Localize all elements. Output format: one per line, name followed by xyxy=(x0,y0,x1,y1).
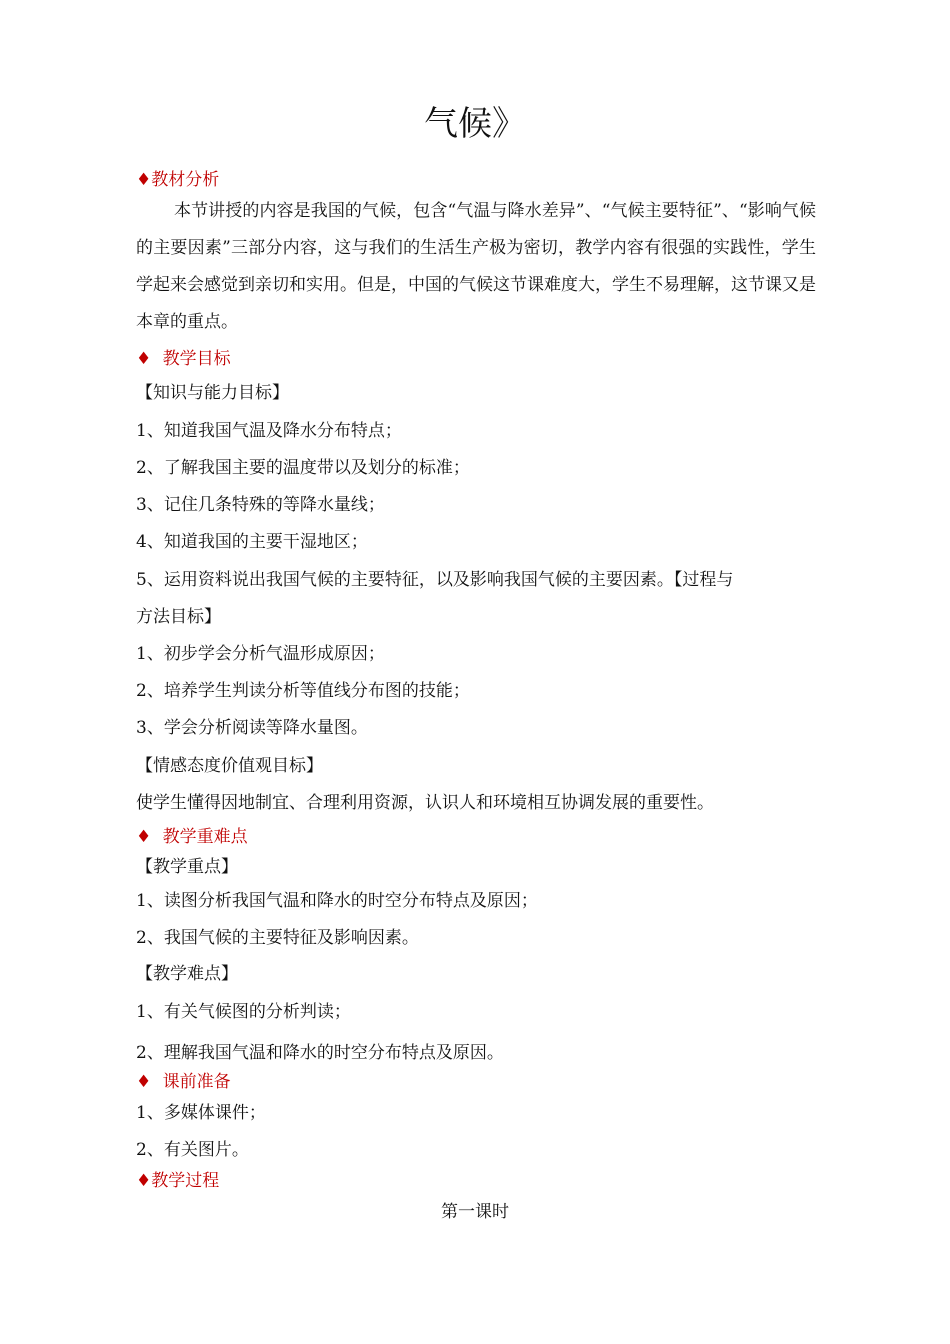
difficulty-title: 【教学难点】 xyxy=(136,964,238,984)
heading-preparation: ♦ 课前准备 xyxy=(136,1072,231,1092)
process-item: 3、学会分析阅读等降水量图。 xyxy=(136,718,368,738)
process-item: 2、培养学生判读分析等值线分布图的技能； xyxy=(136,681,470,701)
emotion-title: 【情感态度价值观目标】 xyxy=(136,756,323,776)
heading-analysis: ♦教材分析 xyxy=(136,170,220,190)
diamond-icon: ♦ xyxy=(136,1072,152,1092)
emotion-text: 使学生懂得因地制宜、合理利用资源，认识人和环境相互协调发展的重要性。 xyxy=(136,793,714,813)
knowledge-title: 【知识与能力目标】 xyxy=(136,383,289,403)
lesson-label: 第一课时 xyxy=(441,1202,509,1222)
analysis-paragraph: 本节讲授的内容是我国的气候，包含“气温与降水差异”、“气候主要特征”、“影响气候的主要因素”三部分内容，这与我们的生活生产极为密切，教学内容有很强的实践性，学生学起来会感觉到亲切和实用。但是，中国的气候这节课难度大，学生不易理解，这节课又是本章的重点。 xyxy=(136,201,816,332)
knowledge-item: 5、运用资料说出我国气候的主要特征，以及影响我国气候的主要因素。【过程与 xyxy=(136,570,734,590)
heading-process: ♦教学过程 xyxy=(136,1171,220,1191)
focus-title: 【教学重点】 xyxy=(136,857,238,877)
difficulty-item: 1、有关气候图的分析判读； xyxy=(136,1002,351,1022)
knowledge-item: 3、记住几条特殊的等降水量线； xyxy=(136,495,385,515)
knowledge-item: 2、了解我国主要的温度带以及划分的标准； xyxy=(136,458,470,478)
process-title: 方法目标】 xyxy=(136,607,221,627)
diamond-icon: ♦ xyxy=(136,170,152,190)
diamond-icon: ♦ xyxy=(136,1171,152,1191)
focus-item: 1、读图分析我国气温和降水的时空分布特点及原因； xyxy=(136,891,538,911)
knowledge-item: 4、知道我国的主要干湿地区； xyxy=(136,532,368,552)
diamond-icon: ♦ xyxy=(136,827,152,847)
preparation-item: 2、有关图片。 xyxy=(136,1140,249,1160)
heading-key-points: ♦ 教学重难点 xyxy=(136,827,248,847)
document-title: 气候》 xyxy=(424,104,526,144)
diamond-icon: ♦ xyxy=(136,349,152,369)
heading-goals: ♦ 教学目标 xyxy=(136,349,231,369)
process-item: 1、初步学会分析气温形成原因； xyxy=(136,644,385,664)
preparation-item: 1、多媒体课件； xyxy=(136,1103,266,1123)
focus-item: 2、我国气候的主要特征及影响因素。 xyxy=(136,928,419,948)
knowledge-item: 1、知道我国气温及降水分布特点； xyxy=(136,421,402,441)
difficulty-item: 2、理解我国气温和降水的时空分布特点及原因。 xyxy=(136,1043,504,1063)
